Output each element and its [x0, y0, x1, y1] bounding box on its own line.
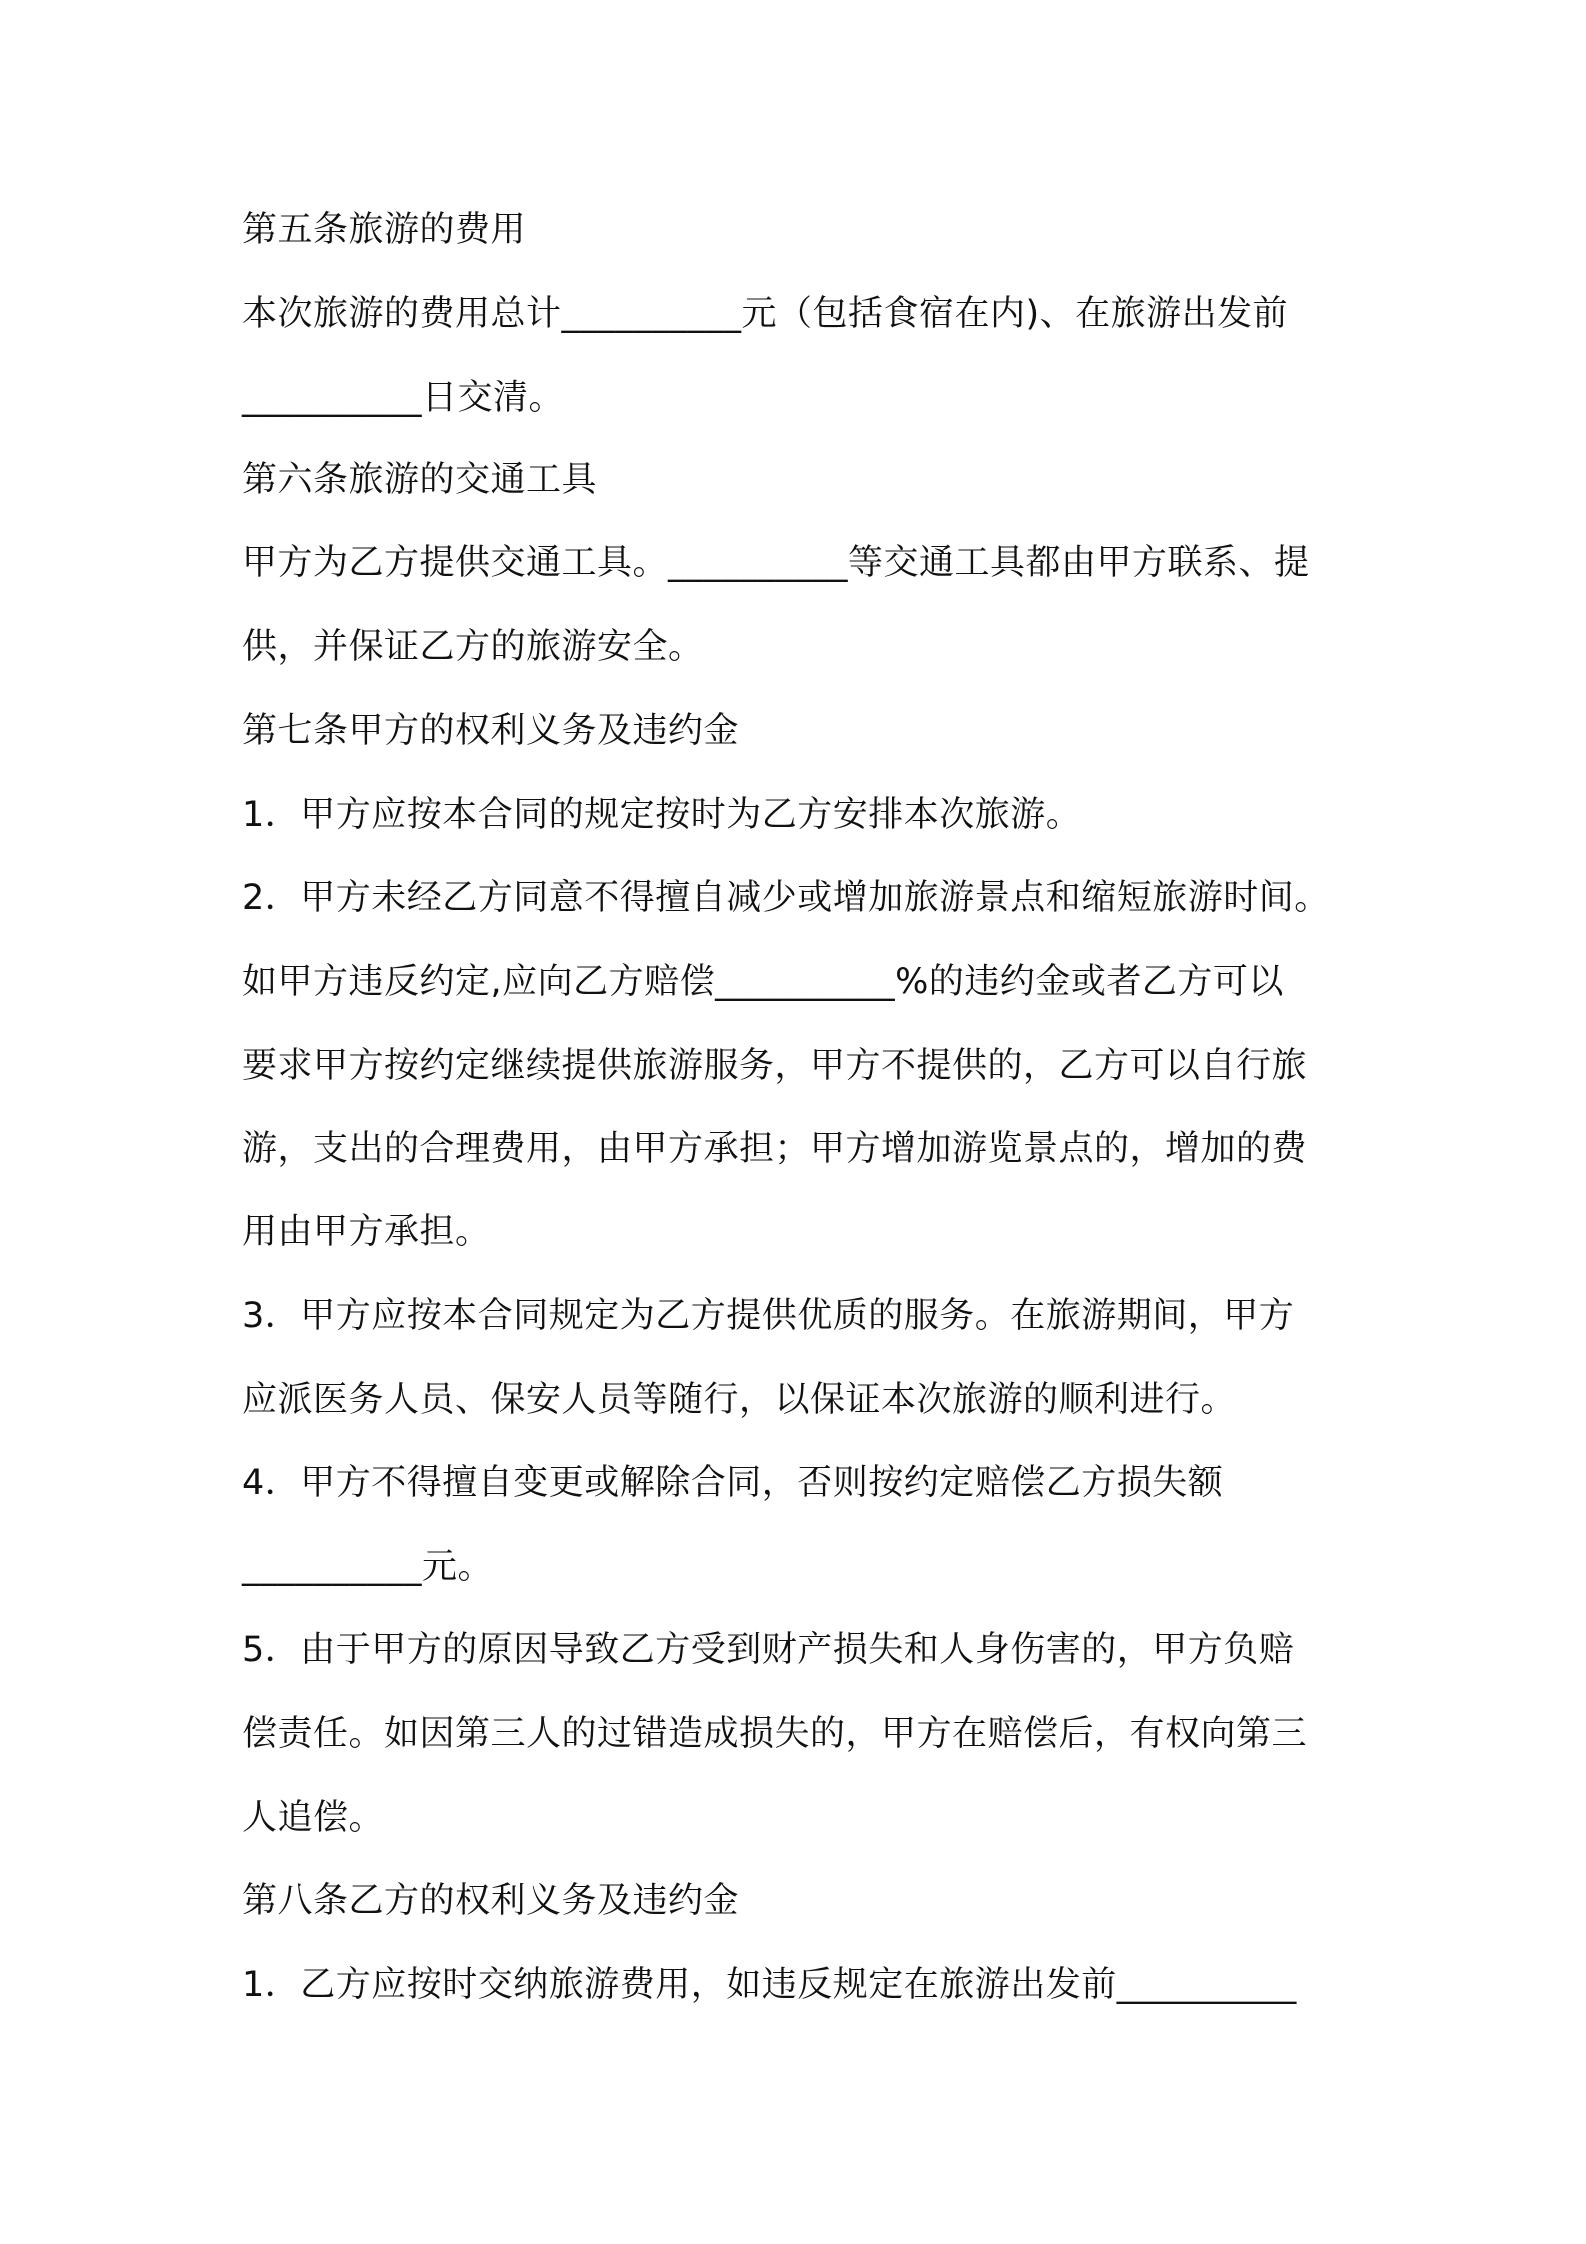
paragraph-line: 应派医务人员、保安人员等随行，以保证本次旅游的顺利进行。 — [242, 1380, 1237, 1420]
paragraph-line: 4．甲方不得擅自变更或解除合同，否则按约定赔偿乙方损失额 — [242, 1463, 1224, 1503]
paragraph-line: 本次旅游的费用总计__________元（包括食宿在内)、在旅游出发前 — [242, 294, 1289, 334]
paragraph-line: __________元。 — [242, 1547, 494, 1587]
paragraph-line: 供，并保证乙方的旅游安全。 — [242, 627, 704, 667]
paragraph-line: 3．甲方应按本合同规定为乙方提供优质的服务。在旅游期间，甲方 — [242, 1296, 1295, 1336]
article-7-heading: 第七条甲方的权利义务及违约金 — [242, 711, 740, 751]
paragraph-line: 偿责任。如因第三人的过错造成损失的，甲方在赔偿后，有权向第三 — [242, 1714, 1308, 1754]
article-8-heading: 第八条乙方的权利义务及违约金 — [242, 1881, 740, 1921]
paragraph-line: 2．甲方未经乙方同意不得擅自减少或增加旅游景点和缩短旅游时间。 — [242, 878, 1330, 918]
paragraph-line: 人追偿。 — [242, 1798, 385, 1838]
paragraph-line: 甲方为乙方提供交通工具。__________等交通工具都由甲方联系、提 — [242, 543, 1310, 583]
paragraph-line: 要求甲方按约定继续提供旅游服务，甲方不提供的，乙方可以自行旅 — [242, 1046, 1308, 1086]
paragraph-line: 如甲方违反约定,应向乙方赔偿__________%的违约金或者乙方可以 — [242, 962, 1284, 1002]
article-6-heading: 第六条旅游的交通工具 — [242, 460, 598, 500]
paragraph-line: 1．甲方应按本合同的规定按时为乙方安排本次旅游。 — [242, 795, 1082, 835]
paragraph-line: 1．乙方应按时交纳旅游费用，如违反规定在旅游出发前__________ — [242, 1965, 1297, 2005]
paragraph-line: 游，支出的合理费用，由甲方承担；甲方增加游览景点的，增加的费 — [242, 1129, 1308, 1169]
paragraph-line: 用由甲方承担。 — [242, 1212, 491, 1252]
paragraph-line: __________日交清。 — [242, 378, 565, 418]
paragraph-line: 5．由于甲方的原因导致乙方受到财产损失和人身伤害的，甲方负赔 — [242, 1630, 1295, 1670]
article-5-heading: 第五条旅游的费用 — [242, 210, 527, 250]
